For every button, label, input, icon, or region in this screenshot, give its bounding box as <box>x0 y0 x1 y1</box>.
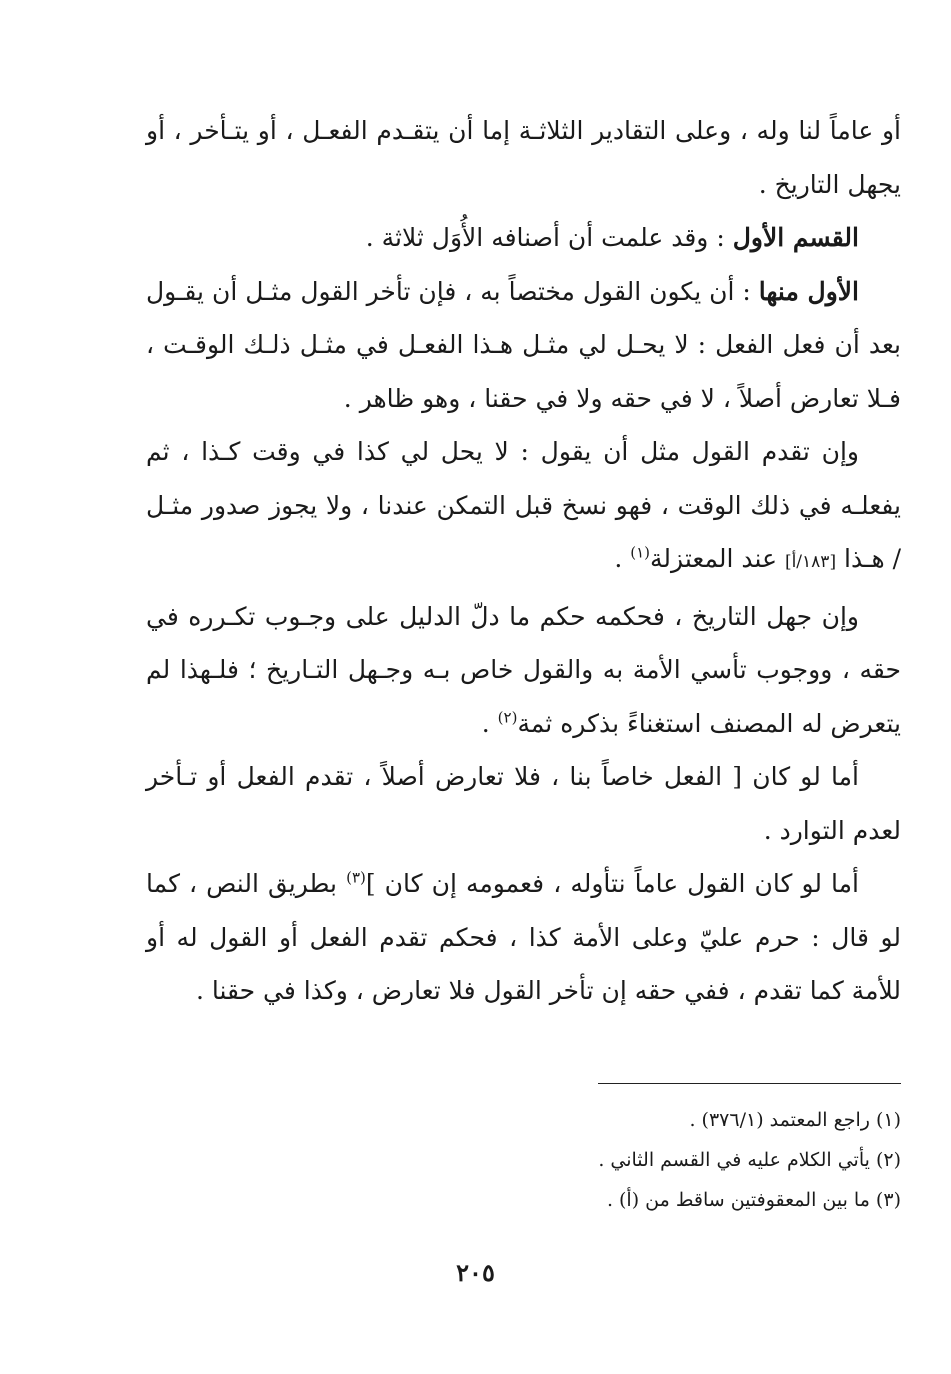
paragraph-6 <box>146 750 901 857</box>
page-number: ٢٠٥ <box>456 1258 495 1287</box>
footnote-1: (١) راجع المعتمد (٣٧٦/١) . <box>689 1109 901 1131</box>
paragraph-5-text: وإن جهل التاريخ ، فحكمه حكم ما دلّ الدليل على وجـوب تكـرره في حقه ، ووجوب تأسي الأمة به والقول خاص بـه وجـهل التـاريخ ؛ فلـهذا لم يتعرض له المصنف استغناءً بذكره ثمة <box>146 601 901 738</box>
paragraph-1-text: أو عاماً لنا وله ، وعلى التقادير الثلاثـة إما أن يتقـدم الفعـل ، أو يتـأخر ، أو يجهل التاريخ . <box>146 116 901 199</box>
footnote-3: (٣) ما بين المعقوفتين ساقط من (أ) . <box>606 1189 901 1211</box>
main-text <box>146 104 901 1018</box>
paragraph-7-text: أما لو كان القول عاماً نتأوله ، فعمومه إن كان ] <box>365 869 859 898</box>
footnote-ref-2[interactable]: (٢) <box>497 708 518 727</box>
paragraph-5-tail: . <box>481 708 498 738</box>
paragraph-6-text: أما لو كان [ الفعل خاصاً بنا ، فلا تعارض أصلاً ، تقدم الفعل أو تـأخر لعدم التوارد . <box>146 762 901 845</box>
paragraph-1 <box>146 104 901 211</box>
paragraph-4-text-after: عند المعتزلة <box>650 544 777 573</box>
paragraph-7-tail: بطريق النص ، كما لو قال : حرم عليّ وعلى الأمة كذا ، فحكم تقدم الفعل أو القول له أو للأمة كما تقدم ، ففي حقه إن تأخر القول فلا تعارض ، وكذا في حقنا . <box>146 869 901 1005</box>
paragraph-4-tail: . <box>614 544 631 573</box>
paragraph-4-text: وإن تقدم القول مثل أن يقول : لا يحل لي كذا في وقت كـذا ، ثم يفعلـه في ذلك الوقت ، فهو نسخ قبل التمكن عندنا ، ولا يجوز صدور مثـل / هـذا <box>146 437 901 573</box>
footnote-ref-3[interactable]: (٣) <box>346 868 366 887</box>
section-heading-first-part: القسم الأول <box>732 223 859 252</box>
paragraph-7 <box>146 857 901 1018</box>
footnotes <box>141 1100 901 1220</box>
footnote-2: (٢) يأتي الكلام عليه في القسم الثاني . <box>598 1149 901 1171</box>
paragraph-4 <box>146 425 901 590</box>
paragraph-3 <box>146 265 901 426</box>
paragraph-2-text: : وقد علمت أن أصنافه الأُوَل ثلاثة . <box>365 223 733 252</box>
lead-first-of-them: الأول منها <box>758 276 859 306</box>
manuscript-folio-ref: [١٨٣/أ] <box>784 552 837 572</box>
footnote-ref-1[interactable]: (١) <box>630 543 651 562</box>
paragraph-3-text: : أن يكون القول مختصاً به ، فإن تأخر القول مثـل أن يقـول بعد أن فعل الفعل : لا يحـل لي مثـل هـذا الفعـل في مثـل ذلـك الوقـت ، فـلا تعارض أصلاً ، لا في حقه ولا في حقنا ، وهو ظاهر . <box>146 276 901 413</box>
paragraph-2 <box>146 211 901 265</box>
footnote-separator <box>598 1083 901 1084</box>
paragraph-5 <box>146 590 901 751</box>
